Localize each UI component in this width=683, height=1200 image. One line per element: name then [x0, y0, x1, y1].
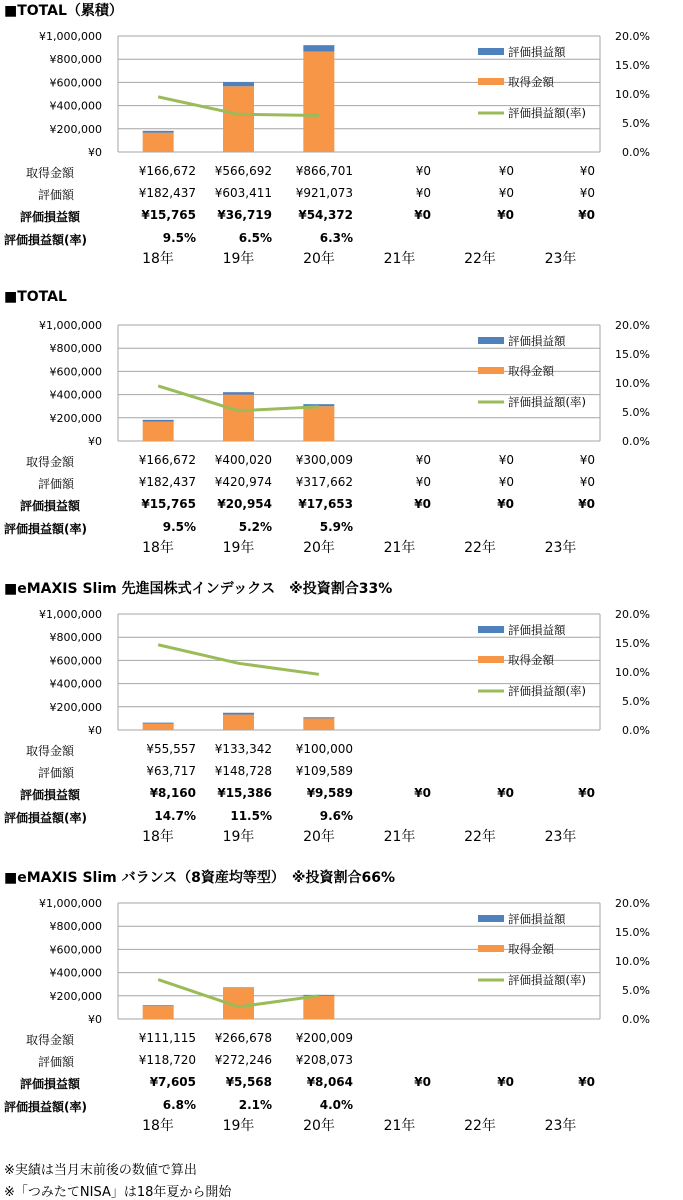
y-tick-label: ¥800,000	[49, 342, 102, 356]
cell-value-22年: ¥0	[498, 186, 514, 200]
year-label-20年: 20年	[303, 1118, 335, 1134]
year-label-23年: 23年	[544, 540, 577, 556]
bar-cost-18年	[143, 1006, 174, 1019]
cell-cost-21年: ¥0	[415, 164, 431, 178]
y-tick-label: ¥0	[88, 1013, 102, 1026]
cell-rate-20年: 5.9%	[319, 520, 353, 534]
cell-value-23年: ¥0	[579, 186, 595, 200]
y-tick-label: ¥400,000	[49, 388, 102, 402]
cell-rate-20年: 4.0%	[319, 1098, 353, 1112]
cell-rate-20年: 6.3%	[319, 231, 353, 245]
y-tick-label: ¥400,000	[49, 99, 102, 113]
cell-cost-19年: ¥266,678	[214, 1031, 272, 1045]
cell-cost-20年: ¥100,000	[295, 742, 353, 756]
cell-rate-19年: 5.2%	[238, 520, 272, 534]
legend-swatch-gain	[478, 626, 504, 633]
y-tick-label: ¥600,000	[49, 943, 102, 957]
year-label-23年: 23年	[544, 1118, 577, 1134]
y-tick-label: ¥600,000	[49, 654, 102, 668]
year-label-20年: 20年	[303, 829, 335, 845]
chart-plot	[0, 578, 683, 738]
bar-gain-18年	[143, 1005, 174, 1006]
legend-cost: 取得金額	[508, 364, 554, 378]
y2-tick-label: 20.0%	[615, 608, 650, 621]
y2-tick-label: 10.0%	[615, 955, 650, 968]
cell-cost-23年: ¥0	[579, 164, 595, 178]
cell-cost-18年: ¥55,557	[146, 742, 196, 756]
bar-gain-19年	[223, 987, 254, 988]
rate-line	[158, 645, 319, 675]
y-tick-label: ¥800,000	[49, 631, 102, 645]
year-label-20年: 20年	[303, 540, 335, 556]
cell-value-21年: ¥0	[415, 186, 431, 200]
bar-gain-20年	[303, 717, 334, 718]
cell-gain-23年: ¥0	[578, 1075, 595, 1089]
cell-value-20年: ¥317,662	[295, 475, 353, 489]
y2-tick-label: 20.0%	[615, 319, 650, 332]
y2-tick-label: 20.0%	[615, 897, 650, 910]
cell-cost-22年: ¥0	[498, 453, 514, 467]
cell-cost-19年: ¥566,692	[214, 164, 272, 178]
cell-cost-18年: ¥166,672	[138, 453, 196, 467]
cell-gain-20年: ¥17,653	[298, 497, 353, 511]
cell-gain-23年: ¥0	[578, 497, 595, 511]
y2-tick-label: 0.0%	[622, 435, 650, 448]
cell-gain-18年: ¥8,160	[149, 786, 196, 800]
cell-gain-21年: ¥0	[414, 786, 431, 800]
y2-tick-label: 20.0%	[615, 30, 650, 43]
year-label-22年: 22年	[464, 1118, 496, 1134]
row-label-value: 評価額	[38, 766, 75, 780]
bar-gain-19年	[223, 713, 254, 715]
row-label-gain: 評価損益額	[20, 1077, 81, 1091]
y2-tick-label: 15.0%	[615, 926, 650, 939]
cell-rate-19年: 2.1%	[238, 1098, 272, 1112]
row-label-rate: 評価損益額(率)	[4, 233, 87, 247]
y2-tick-label: 0.0%	[622, 724, 650, 737]
year-label-22年: 22年	[464, 540, 496, 556]
cell-value-23年: ¥0	[579, 475, 595, 489]
year-label-19年: 19年	[222, 1118, 255, 1134]
cell-gain-19年: ¥36,719	[217, 208, 272, 222]
cell-cost-22年: ¥0	[498, 164, 514, 178]
y-tick-label: ¥800,000	[49, 53, 102, 67]
legend-rate: 評価損益額(率)	[508, 973, 586, 987]
year-label-18年: 18年	[142, 251, 174, 267]
row-label-cost: 取得金額	[26, 166, 75, 180]
bar-cost-18年	[143, 133, 174, 152]
year-label-18年: 18年	[142, 1118, 174, 1134]
cell-value-20年: ¥109,589	[295, 764, 353, 778]
y-tick-label: ¥1,000,000	[39, 319, 102, 332]
y-tick-label: ¥600,000	[49, 365, 102, 379]
cell-rate-20年: 9.6%	[319, 809, 353, 823]
legend-rate: 評価損益額(率)	[508, 684, 586, 698]
bar-gain-19年	[223, 392, 254, 394]
year-label-18年: 18年	[142, 829, 174, 845]
cell-gain-18年: ¥15,765	[141, 497, 196, 511]
legend-swatch-gain	[478, 48, 504, 55]
y-tick-label: ¥1,000,000	[39, 608, 102, 621]
chart-title: ■TOTAL（累積）	[4, 3, 123, 19]
chart-plot	[0, 289, 683, 449]
y2-tick-label: 0.0%	[622, 146, 650, 159]
y2-tick-label: 10.0%	[615, 88, 650, 101]
chart-section-1	[0, 0, 683, 290]
cell-rate-18年: 9.5%	[162, 231, 196, 245]
row-label-rate: 評価損益額(率)	[4, 522, 87, 536]
cell-value-22年: ¥0	[498, 475, 514, 489]
bar-cost-19年	[223, 395, 254, 441]
cell-value-20年: ¥921,073	[295, 186, 353, 200]
cell-gain-21年: ¥0	[414, 497, 431, 511]
cell-value-19年: ¥603,411	[214, 186, 272, 200]
row-label-value: 評価額	[38, 1055, 75, 1069]
cell-value-19年: ¥420,974	[214, 475, 272, 489]
row-label-gain: 評価損益額	[20, 210, 81, 224]
y2-tick-label: 15.0%	[615, 637, 650, 650]
cell-gain-21年: ¥0	[414, 1075, 431, 1089]
cell-gain-22年: ¥0	[497, 786, 514, 800]
cell-gain-19年: ¥5,568	[225, 1075, 272, 1089]
y-tick-label: ¥800,000	[49, 920, 102, 934]
bar-cost-20年	[303, 718, 334, 730]
cell-gain-18年: ¥15,765	[141, 208, 196, 222]
chart-title: ■eMAXIS Slim バランス（8資産均等型） ※投資割合66%	[4, 870, 396, 886]
legend-gain: 評価損益額	[508, 623, 566, 637]
cell-gain-18年: ¥7,605	[149, 1075, 196, 1089]
cell-value-18年: ¥182,437	[138, 186, 196, 200]
bar-gain-18年	[143, 420, 174, 422]
y-tick-label: ¥200,000	[49, 122, 102, 136]
cell-gain-22年: ¥0	[497, 1075, 514, 1089]
cell-gain-23年: ¥0	[578, 786, 595, 800]
bar-gain-18年	[143, 723, 174, 724]
bar-cost-20年	[303, 996, 334, 1019]
chart-plot	[0, 0, 683, 160]
bar-cost-19年	[223, 86, 254, 152]
cell-gain-19年: ¥15,386	[217, 786, 272, 800]
legend-swatch-cost	[478, 945, 504, 952]
note-1: ※実績は当月末前後の数値で算出	[4, 1163, 197, 1178]
cell-cost-20年: ¥300,009	[295, 453, 353, 467]
row-label-cost: 取得金額	[26, 455, 75, 469]
chart-section-2	[0, 289, 683, 579]
row-label-rate: 評価損益額(率)	[4, 811, 87, 825]
y-tick-label: ¥400,000	[49, 677, 102, 691]
y-tick-label: ¥200,000	[49, 411, 102, 425]
bar-cost-18年	[143, 422, 174, 441]
year-label-21年: 21年	[383, 540, 416, 556]
cell-rate-19年: 11.5%	[230, 809, 272, 823]
legend-swatch-gain	[478, 337, 504, 344]
y2-tick-label: 10.0%	[615, 666, 650, 679]
cell-cost-19年: ¥133,342	[214, 742, 272, 756]
legend-gain: 評価損益額	[508, 912, 566, 926]
legend-swatch-cost	[478, 656, 504, 663]
y2-tick-label: 15.0%	[615, 348, 650, 361]
chart-section-3	[0, 578, 683, 868]
cell-value-19年: ¥272,246	[214, 1053, 272, 1067]
y-tick-label: ¥1,000,000	[39, 897, 102, 910]
y-tick-label: ¥200,000	[49, 989, 102, 1003]
cell-rate-19年: 6.5%	[238, 231, 272, 245]
cell-cost-20年: ¥200,009	[295, 1031, 353, 1045]
legend-cost: 取得金額	[508, 75, 554, 89]
y-tick-label: ¥400,000	[49, 966, 102, 980]
y-tick-label: ¥0	[88, 146, 102, 159]
cell-rate-18年: 6.8%	[162, 1098, 196, 1112]
y2-tick-label: 5.0%	[622, 984, 650, 997]
y2-tick-label: 5.0%	[622, 117, 650, 130]
year-label-22年: 22年	[464, 251, 496, 267]
chart-title: ■TOTAL	[4, 289, 67, 305]
year-label-19年: 19年	[222, 251, 255, 267]
note-2: ※「つみたてNISA」は18年夏から開始	[4, 1185, 232, 1200]
row-label-gain: 評価損益額	[20, 499, 81, 513]
y-tick-label: ¥1,000,000	[39, 30, 102, 43]
cell-cost-19年: ¥400,020	[214, 453, 272, 467]
legend-swatch-cost	[478, 78, 504, 85]
row-label-gain: 評価損益額	[20, 788, 81, 802]
year-label-23年: 23年	[544, 829, 577, 845]
cell-value-18年: ¥63,717	[146, 764, 196, 778]
year-label-21年: 21年	[383, 829, 416, 845]
year-label-20年: 20年	[303, 251, 335, 267]
row-label-value: 評価額	[38, 188, 75, 202]
bar-cost-20年	[303, 406, 334, 441]
legend-gain: 評価損益額	[508, 334, 566, 348]
legend-cost: 取得金額	[508, 942, 554, 956]
legend-rate: 評価損益額(率)	[508, 106, 586, 120]
y2-tick-label: 0.0%	[622, 1013, 650, 1026]
cell-gain-20年: ¥8,064	[306, 1075, 353, 1089]
row-label-cost: 取得金額	[26, 744, 75, 758]
cell-gain-22年: ¥0	[497, 497, 514, 511]
row-label-value: 評価額	[38, 477, 75, 491]
y-tick-label: ¥0	[88, 724, 102, 737]
y-tick-label: ¥200,000	[49, 700, 102, 714]
cell-gain-22年: ¥0	[497, 208, 514, 222]
cell-value-20年: ¥208,073	[295, 1053, 353, 1067]
y2-tick-label: 15.0%	[615, 59, 650, 72]
bar-cost-18年	[143, 724, 174, 730]
year-label-18年: 18年	[142, 540, 174, 556]
cell-gain-19年: ¥20,954	[217, 497, 272, 511]
legend-swatch-cost	[478, 367, 504, 374]
cell-cost-18年: ¥166,672	[138, 164, 196, 178]
cell-cost-21年: ¥0	[415, 453, 431, 467]
cell-rate-18年: 9.5%	[162, 520, 196, 534]
legend-rate: 評価損益額(率)	[508, 395, 586, 409]
cell-rate-18年: 14.7%	[154, 809, 196, 823]
bar-gain-20年	[303, 45, 334, 51]
year-label-21年: 21年	[383, 1118, 416, 1134]
cell-cost-20年: ¥866,701	[295, 164, 353, 178]
y-tick-label: ¥600,000	[49, 76, 102, 90]
cell-gain-21年: ¥0	[414, 208, 431, 222]
cell-cost-23年: ¥0	[579, 453, 595, 467]
bar-cost-20年	[303, 51, 334, 152]
y2-tick-label: 10.0%	[615, 377, 650, 390]
cell-value-18年: ¥118,720	[138, 1053, 196, 1067]
bar-cost-19年	[223, 715, 254, 730]
chart-section-4	[0, 867, 683, 1157]
cell-gain-20年: ¥9,589	[306, 786, 353, 800]
chart-title: ■eMAXIS Slim 先進国株式インデックス ※投資割合33%	[4, 581, 393, 597]
row-label-rate: 評価損益額(率)	[4, 1100, 87, 1114]
y2-tick-label: 5.0%	[622, 406, 650, 419]
cell-cost-18年: ¥111,115	[138, 1031, 196, 1045]
cell-value-19年: ¥148,728	[214, 764, 272, 778]
legend-swatch-gain	[478, 915, 504, 922]
chart-plot	[0, 867, 683, 1027]
year-label-19年: 19年	[222, 540, 255, 556]
year-label-21年: 21年	[383, 251, 416, 267]
year-label-23年: 23年	[544, 251, 577, 267]
y2-tick-label: 5.0%	[622, 695, 650, 708]
cell-gain-23年: ¥0	[578, 208, 595, 222]
legend-gain: 評価損益額	[508, 45, 566, 59]
bar-gain-18年	[143, 131, 174, 133]
row-label-cost: 取得金額	[26, 1033, 75, 1047]
cell-value-21年: ¥0	[415, 475, 431, 489]
cell-gain-20年: ¥54,372	[298, 208, 353, 222]
bar-gain-19年	[223, 82, 254, 86]
bar-gain-20年	[303, 995, 334, 996]
year-label-22年: 22年	[464, 829, 496, 845]
year-label-19年: 19年	[222, 829, 255, 845]
cell-value-18年: ¥182,437	[138, 475, 196, 489]
y-tick-label: ¥0	[88, 435, 102, 448]
legend-cost: 取得金額	[508, 653, 554, 667]
